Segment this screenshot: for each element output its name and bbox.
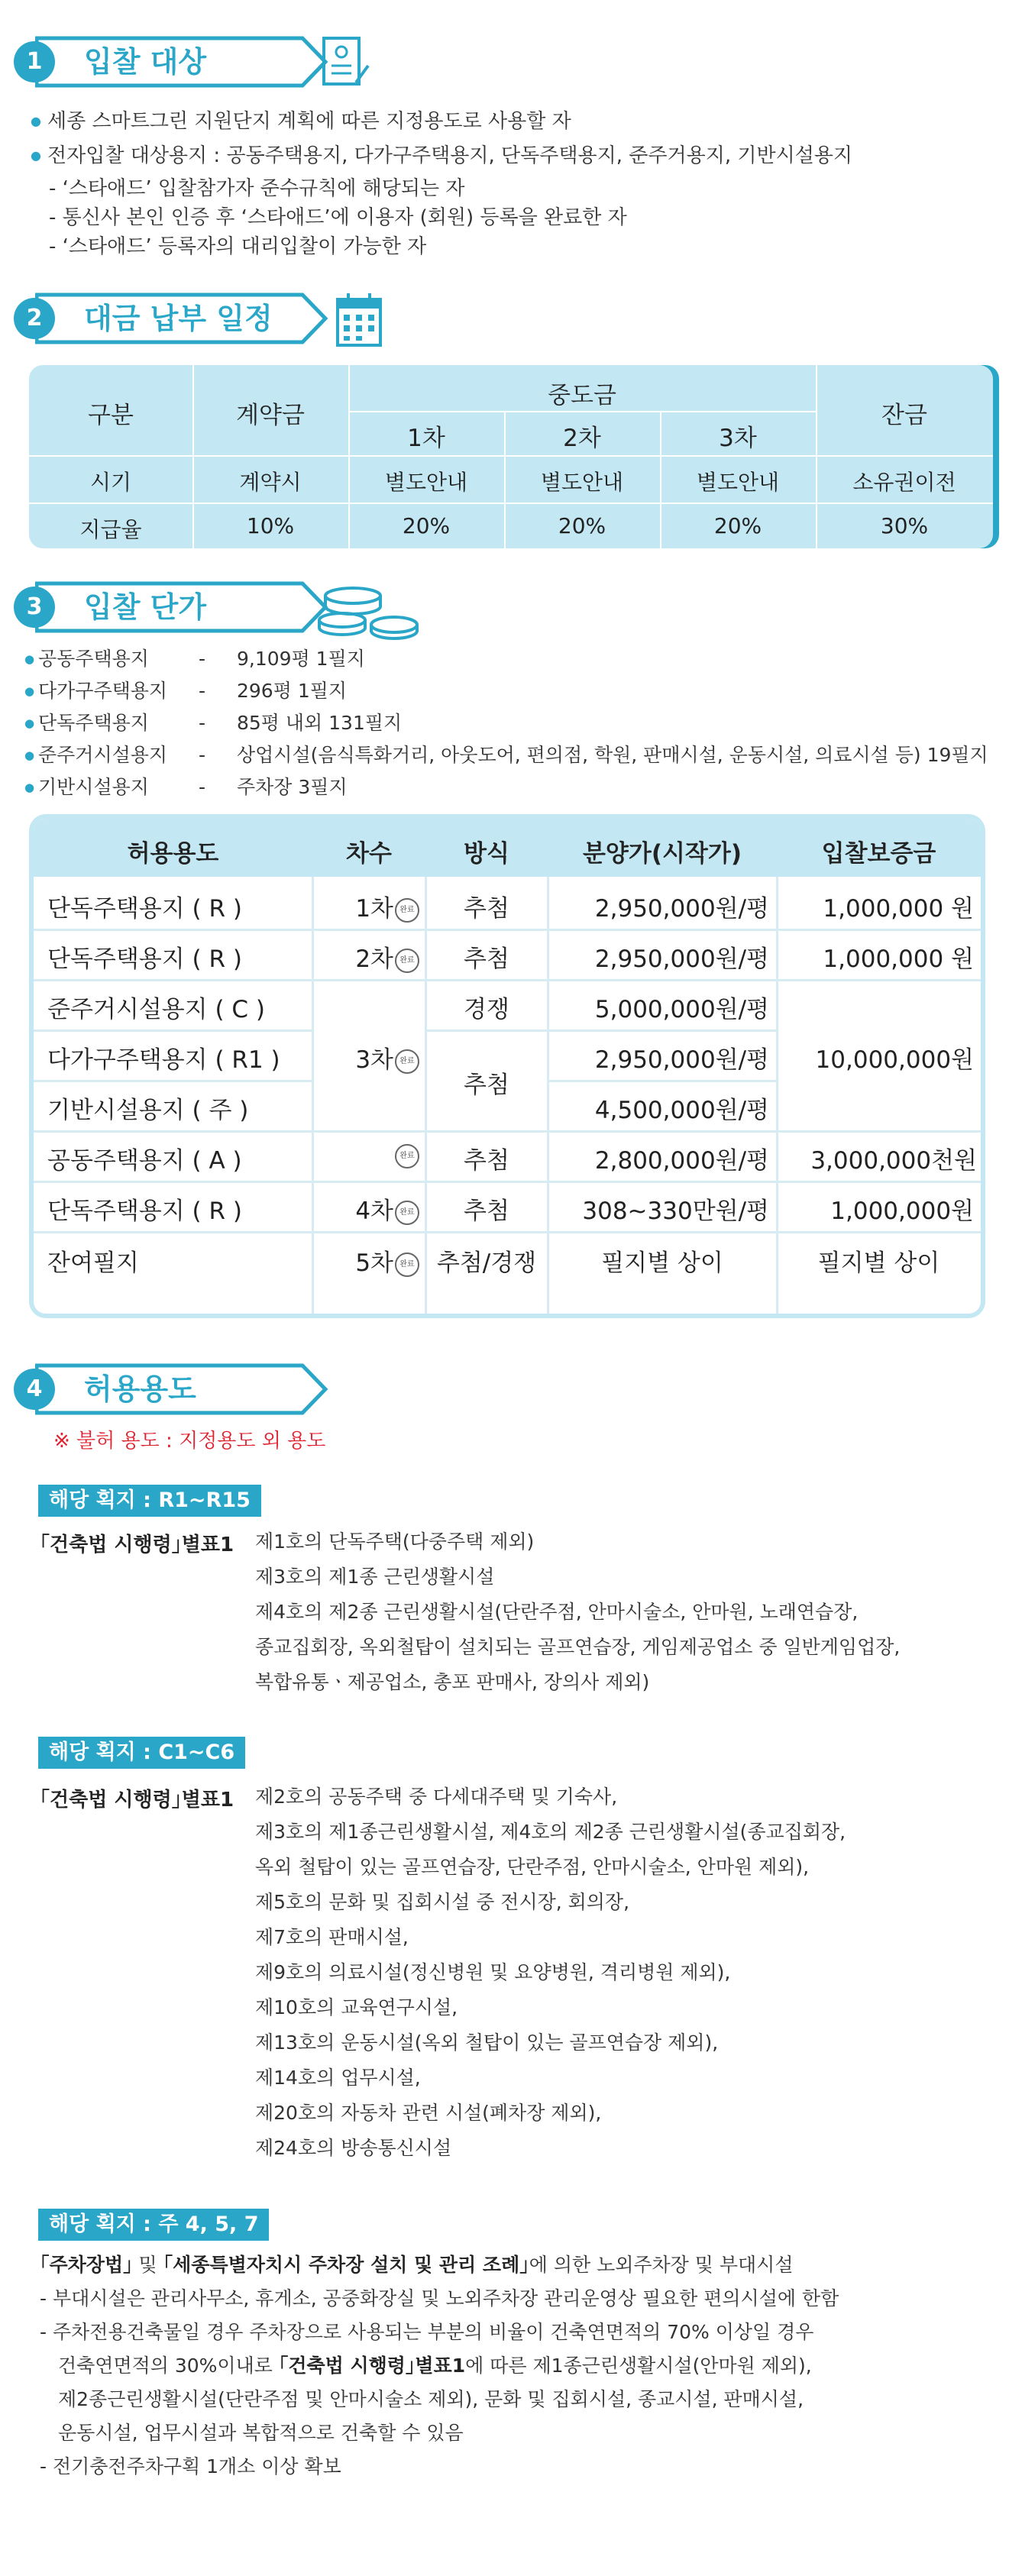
allowed-use-line: 제13호의 운동시설(옥외 철탑이 있는 골프연습장 제외), [255, 2031, 719, 2054]
table-cell: 별도안내 [696, 470, 780, 495]
section-4-header [14, 1359, 350, 1421]
use-cell: 공동주택용지 ( A ) [47, 1147, 242, 1175]
text: 에 의한 노외주차장 및 부대시설 [529, 2254, 794, 2276]
price-cell: 2,950,000원/평 [594, 1046, 769, 1074]
header-3rd: 3차 [719, 425, 757, 452]
completed-badge: 완료 [395, 949, 419, 973]
section-title: 입찰 단가 [84, 590, 207, 624]
law-reference: ｢건축법 시행령｣별표1 [40, 1789, 234, 1812]
separator: - [199, 648, 206, 670]
round-label: 1차 [355, 895, 393, 923]
table-cell: 별도안내 [540, 470, 624, 495]
price-cell: 2,950,000원/평 [594, 945, 769, 973]
deposit-cell: 1,000,000 원 [823, 895, 974, 923]
header-method: 방식 [464, 840, 509, 868]
allowed-use-line: 제3호의 제1종 근린생활시설 [255, 1566, 495, 1588]
prohibited-use-note: ※ 불허 용도 : 지정용도 외 용도 [53, 1430, 326, 1453]
section-number: 1 [14, 41, 55, 82]
method-cell: 추첨 [464, 1071, 509, 1099]
table-cell: 별도안내 [384, 470, 468, 495]
section-title: 대금 납부 일정 [84, 302, 273, 335]
rule-line: - 주차전용건축물일 경우 주차장으로 사용되는 부분의 비율이 건축연면적의 70% 이상일 경우 [40, 2321, 814, 2343]
allowed-use-line: 제7호의 판매시설, [255, 1926, 409, 1948]
use-cell: 단독주택용지 ( R ) [47, 895, 242, 923]
parcel-type: 다가구주택용지 [38, 680, 168, 702]
price-cell: 5,000,000원/평 [594, 996, 769, 1023]
parcel-count: 296평 1필지 [237, 680, 348, 702]
parcel-count: 주차장 3필지 [237, 776, 348, 798]
rule-line: - 부대시설은 관리사무소, 휴게소, 공중화장실 및 노외주차장 관리운영상 필요한 편의시설에 한함 [40, 2287, 839, 2309]
rule-line: 운동시설, 업무시설과 복합적으로 건축할 수 있음 [58, 2422, 464, 2444]
rule-line: 제2종근린생활시설(단란주점 및 안마시술소 제외), 문화 및 집회시설, 종교시설, 판매시설, [58, 2388, 804, 2410]
allowed-use-line: 제9호의 의료시설(정신병원 및 요양병원, 격리병원 제외), [255, 1961, 731, 1983]
table-cell: 소유권이전 [852, 470, 956, 495]
section-number: 4 [14, 1369, 55, 1410]
table-cell: 30% [880, 513, 929, 538]
completed-badge: 완료 [395, 898, 419, 923]
round-label: 4차 [355, 1198, 393, 1225]
use-cell: 다가구주택용지 ( R1 ) [47, 1046, 280, 1074]
round-label: 5차 [355, 1249, 393, 1277]
table-cell: 20% [713, 513, 762, 538]
table-cell: 시기 [89, 470, 132, 495]
allowed-use-lines [255, 1779, 846, 2166]
round-cell [312, 1243, 419, 1278]
allowed-use-line: 제2호의 공동주택 중 다세대주택 및 기숙사, [255, 1786, 618, 1808]
allowed-use-line: 제3호의 제1종근린생활시설, 제4호의 제2종 근린생활시설(종교집회장, [255, 1821, 846, 1843]
separator: - [199, 776, 206, 798]
parcel-type: 공동주택용지 [38, 648, 149, 670]
separator: - [199, 744, 206, 766]
parcel-type: 단독주택용지 [38, 712, 149, 734]
header-round: 차수 [346, 840, 392, 868]
section-3-header [14, 577, 350, 638]
parcel-count: 9,109평 1필지 [237, 648, 365, 670]
table-cell: 20% [402, 513, 451, 538]
section-number: 2 [14, 298, 55, 339]
use-cell: 준주거시설용지 ( C ) [47, 996, 266, 1023]
parcel-type: 준주거시설용지 [38, 744, 168, 766]
parcel-tag: 해당 획지 : C1~C6 [38, 1737, 245, 1769]
law-reference: ｢주차장법｣ [40, 2254, 133, 2276]
eligibility-detail: - ‘스타애드’ 등록자의 대리입찰이 가능한 자 [49, 235, 427, 258]
header-use: 허용용도 [127, 840, 219, 868]
completed-badge: 완료 [395, 1144, 419, 1168]
law-reference: ｢건축법 시행령｣별표1 [40, 1534, 234, 1556]
round-cell [312, 889, 419, 923]
completed-badge: 완료 [395, 1201, 419, 1225]
round-cell [312, 1040, 419, 1075]
deposit-cell: 1,000,000원 [830, 1198, 974, 1225]
header-contract: 계약금 [236, 402, 305, 429]
law-reference: ｢건축법 시행령｣별표1 [278, 2355, 466, 2377]
price-cell: 4,500,000원/평 [594, 1097, 769, 1124]
round-label: 3차 [355, 1046, 393, 1074]
parking-rules [40, 2248, 839, 2484]
parcel-count: 85평 내외 131필지 [237, 712, 403, 734]
price-cell: 2,950,000원/평 [594, 895, 769, 923]
round-cell [312, 939, 419, 974]
coins-icon [315, 580, 429, 642]
text: 및 [132, 2254, 163, 2276]
allowed-use-line: 제1호의 단독주택(다중주택 제외) [255, 1530, 535, 1553]
allowed-use-line: 제24호의 방송통신시설 [255, 2137, 452, 2159]
header-2nd: 2차 [563, 425, 601, 452]
price-cell: 필지별 상이 [601, 1249, 723, 1277]
parcel-tag: 해당 획지 : R1~R15 [38, 1485, 261, 1517]
rule-line [40, 2248, 839, 2282]
eligibility-detail: - 통신사 본인 인증 후 ‘스타애드’에 이용자 (회원) 등록을 완료한 자 [49, 206, 627, 229]
section-title: 입찰 대상 [84, 45, 207, 79]
parcel-count: 상업시설(음식특화거리, 아웃도어, 편의점, 학원, 판매시설, 운동시설, 의료시설 등) 19필지 [237, 744, 988, 766]
allowed-use-line: 옥외 철탑이 있는 골프연습장, 단란주점, 안마시술소, 안마원 제외), [255, 1856, 810, 1878]
allowed-use-line: 종교집회장, 옥외철탑이 설치되는 골프연습장, 게임제공업소 중 일반게임업장, [255, 1636, 901, 1658]
use-cell: 기반시설용지 ( 주 ) [47, 1097, 249, 1124]
section-1-header [14, 32, 350, 93]
eligibility-item: ● 세종 스마트그린 지원단지 계획에 따른 지정용도로 사용할 자 [31, 105, 852, 140]
section-title: 허용용도 [84, 1372, 196, 1406]
deposit-cell: 필지별 상이 [817, 1249, 940, 1277]
completed-badge: 완료 [395, 1049, 419, 1074]
law-reference: ｢세종특별자치시 주차장 설치 및 관리 조례｣ [163, 2254, 529, 2276]
bid-price-table [29, 814, 985, 1318]
text: 건축연면적의 30%이내로 [58, 2355, 279, 2377]
header-deposit: 입찰보증금 [821, 840, 936, 868]
completed-badge: 완료 [395, 1252, 419, 1277]
method-cell: 추첨/경쟁 [436, 1249, 537, 1277]
parcel-type: 기반시설용지 [38, 776, 149, 798]
use-cell: 단독주택용지 ( R ) [47, 1198, 242, 1225]
eligibility-item: ● 전자입찰 대상용지 : 공동주택용지, 다가구주택용지, 단독주택용지, 준주거용지, 기반시설용지 [31, 140, 852, 174]
separator: - [199, 712, 206, 734]
use-cell: 잔여필지 [47, 1249, 139, 1277]
header-balance: 잔금 [881, 402, 927, 429]
method-cell: 추첨 [464, 1198, 509, 1225]
table-cell: 20% [558, 513, 606, 538]
deposit-cell: 3,000,000천원 [810, 1147, 977, 1175]
table-header [34, 819, 981, 877]
method-cell: 추첨 [464, 945, 509, 973]
table-cell: 10% [246, 513, 295, 538]
allowed-use-line: 제20호의 자동차 관련 시설(폐차장 제외), [255, 2102, 602, 2124]
method-cell: 경쟁 [464, 996, 509, 1023]
price-cell: 2,800,000원/평 [594, 1147, 769, 1175]
method-cell: 추첨 [464, 1147, 509, 1175]
allowed-use-line: 제5호의 문화 및 집회시설 중 전시장, 회의장, [255, 1891, 630, 1913]
allowed-use-line: 제10호의 교육연구시설, [255, 1996, 458, 2018]
allowed-use-line: 제14호의 업무시설, [255, 2067, 421, 2089]
eligibility-detail: - ‘스타애드’ 입찰참가자 준수규칙에 해당되는 자 [49, 177, 465, 200]
header-price: 분양가(시작가) [582, 840, 742, 868]
section-2-header [14, 289, 350, 350]
round-cell [312, 1141, 419, 1168]
table-cell: 계약시 [239, 470, 302, 495]
separator: - [199, 680, 206, 702]
text: 에 따른 제1종근린생활시설(안마원 제외), [465, 2355, 812, 2377]
round-cell [312, 1191, 419, 1226]
payment-schedule-table [29, 365, 993, 548]
rule-line [40, 2349, 839, 2383]
rule-line: - 전기충전주차구획 1개소 이상 확보 [40, 2455, 341, 2477]
calendar-icon [335, 292, 385, 350]
deposit-cell: 10,000,000원 [815, 1046, 974, 1074]
allowed-use-line: 복합유통ㆍ제공업소, 총포 판매사, 장의사 제외) [255, 1671, 650, 1693]
use-cell: 단독주택용지 ( R ) [47, 945, 242, 973]
price-cell: 308~330만원/평 [582, 1198, 769, 1225]
parcel-tag: 해당 획지 : 주 4, 5, 7 [38, 2209, 269, 2241]
method-cell: 추첨 [464, 895, 509, 923]
section-number: 3 [14, 587, 55, 628]
table-cell: 지급율 [79, 517, 142, 542]
document-pencil-icon [319, 35, 373, 90]
allowed-use-lines [255, 1524, 900, 1700]
eligibility-list [31, 105, 852, 261]
allowed-use-line: 제4호의 제2종 근린생활시설(단란주점, 안마시술소, 안마원, 노래연습장, [255, 1601, 859, 1623]
deposit-cell: 1,000,000 원 [823, 945, 974, 973]
round-label: 2차 [355, 945, 393, 973]
header-mid-payment: 중도금 [548, 382, 616, 409]
header-1st: 1차 [407, 425, 445, 452]
header-gubun: 구분 [88, 402, 134, 429]
